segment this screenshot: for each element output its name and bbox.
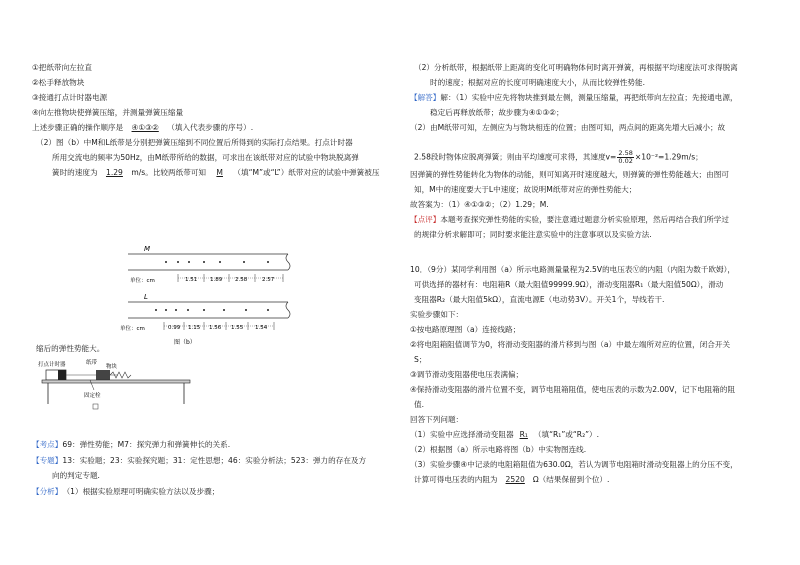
tape-l-value-5: 1.54: [255, 325, 268, 331]
step-q10-4b: 值.: [414, 400, 425, 409]
block-label: 物块: [106, 364, 118, 370]
tape-l-label: L: [144, 293, 148, 301]
step-q10-4a: ④保持滑动变阻器的滑片位置不变，调节电阻箱阻值，使电压表的示数为2.00V，记下电阻箱的阻: [410, 385, 736, 394]
step-2: ②松手释放物块: [32, 78, 85, 87]
q2-line-1: （2）图（b）中M和L纸带是分别把弹簧压缩到不同位置后所得到的实际打点结果。打点计时器: [36, 138, 353, 147]
fenxi-text: （1）根据实验原理可明确实验方法以及步骤；: [66, 487, 220, 496]
tape-l-unit: 单位：cm: [120, 326, 145, 332]
step-4: ④向左推物块使弹簧压缩，并测量弹簧压缩量: [32, 108, 184, 117]
fraction-denominator: 0.02: [618, 157, 633, 165]
answer-1-line: [410, 430, 599, 440]
q2-line-3-prefix: 簧时的速度为: [52, 168, 98, 177]
analysis-line-2: 时的速度；根据对应的长度可明确速度大小，从而比较弹性势能.: [430, 78, 646, 87]
q2-line-2: 所用交流电的频率为50Hz，由M纸带所给的数据，可求出在该纸带对应的试验中物块脱离弹: [52, 153, 359, 162]
dianping-line-1: [410, 215, 729, 225]
jieda-line-5: 因弹簧的弹性势能转化为物体的动能，则可知离开时速度越大，则弹簧的弹性势能越大；由图可: [410, 170, 729, 179]
order-answer: ④①③②: [131, 123, 159, 132]
q2-speed-answer: 1.29: [105, 168, 123, 177]
zhuanti-tag: 【专题】: [32, 456, 63, 465]
answer-3-prefix: 计算可得电压表的内阻为: [414, 475, 498, 484]
answer-3-suffix: Ω（结果保留到个位）.: [532, 475, 610, 484]
jieda-tag: 【解答】: [410, 93, 441, 102]
tape-l-value-4: 1.55: [231, 325, 244, 331]
kaodian-tag: 【考点】: [32, 440, 63, 449]
zhuanti-line: [32, 456, 366, 466]
answer-1-prefix: （1）实验中应选择滑动变阻器: [410, 430, 514, 439]
step-q10-3: ③调节滑动变阻器使电压表满偏；: [410, 370, 524, 379]
q10-line-2: 可供选择的器材有：电阻箱R（最大阻值99999.9Ω），滑动变阻器R₁（最大阻值50Ω），滑动: [414, 280, 724, 289]
answer-3-value: 2520: [505, 475, 525, 484]
figure-b-caption: 图（b）: [174, 339, 196, 346]
order-line: [32, 123, 253, 133]
zhuanti-text-2: 向的判定专题.: [52, 471, 100, 480]
fraction-numerator: 2.58: [618, 149, 633, 157]
jieda-line-4-prefix: 2.58段时物体应脱离弹簧；则由平均速度可求得，其速度v=: [414, 152, 617, 162]
tape-m-value-3: 2.58: [235, 277, 248, 283]
kaodian-text: 69：弹性势能；M7：探究弹力和弹簧伸长的关系.: [62, 440, 231, 449]
tape-m-label: M: [144, 245, 151, 253]
step-q10-2a: ②将电阻箱阻值调节为0，将滑动变阻器的滑片移到与图（a）中最左端所对应的位置，闭合开关: [410, 340, 731, 349]
analysis-line-1: （2）分析纸带，根据纸带上距离的变化可明确物体何时离开弹簧，再根据平均速度法可求得脱离: [414, 63, 738, 72]
tape-label: 纸带: [86, 360, 98, 366]
tape-m-value-4: 2.57: [262, 277, 275, 283]
q2-line-3: [52, 168, 379, 178]
answer-3-line-b: [414, 475, 609, 485]
q2-tape-answer: M: [216, 168, 223, 177]
dianping-text-1: 本题考查探究弹性势能的实验，要注意通过题意分析实验原理，然后再结合我们所学过: [440, 215, 729, 224]
answer-1-suffix: （填“R₁”或“R₂”）.: [533, 430, 600, 439]
q10-line-3: 变阻器R₂（最大阻值5kΩ），直流电源E（电动势3V）。开关1个，导线若干.: [414, 295, 665, 304]
answers-heading: 回答下列问题：: [410, 415, 464, 424]
jieda-text-1: 解：（1）实验中应先将物块推到最左侧，测量压缩量，再把纸带向左拉直；先接通电源，: [440, 93, 738, 102]
q2-line-3-mid: m/s。比较两纸带可知: [131, 168, 206, 177]
q10-line-1: 10．（9分）某同学利用图（a）所示电路测量量程为2.5V的电压表Ⓥ的内阻（内阻为数千欧姆），: [410, 265, 735, 274]
jieda-line-4-suffix: ×10⁻²=1.29m/s；: [634, 152, 703, 162]
figure-b-tapes: [120, 238, 298, 346]
tape-m-value-2: 1.89: [210, 277, 223, 283]
after-figure-text: 缩后的弹性势能大。: [36, 344, 105, 353]
tape-l-value-3: 1.56: [209, 325, 222, 331]
answer-2-line: （2）根据图（a）所示电路将图（b）中实物图连线.: [410, 445, 587, 454]
dianping-tag: 【点评】: [410, 215, 441, 224]
speed-fraction: [617, 150, 633, 165]
q2-line-3-suffix: （填“M”或“L”）纸带对应的试验中弹簧被压: [233, 168, 380, 177]
timer-label: 打点计时器: [38, 362, 66, 368]
jieda-line-6: 知，M中的速度要大于L中速度；故说明M纸带对应的弹性势能大；: [414, 185, 637, 194]
step-1: ①把纸带向左拉直: [32, 63, 92, 72]
step-q10-1: ①按电路原理图（a）连接线路；: [410, 325, 521, 334]
tape-l-value-2: 1.15: [188, 325, 201, 331]
jieda-line-2: 稳定后再释放纸带；故步骤为④①③②；: [430, 108, 564, 117]
step-3: ③接通打点计时器电源: [32, 93, 108, 102]
fenxi-tag: 【分析】: [32, 487, 63, 496]
order-prefix: 上述步骤正确的操作顺序是: [32, 123, 124, 132]
jieda-line-7: 故答案为：（1）④①③②；（2）1.29；M.: [410, 200, 549, 209]
figure-a-apparatus: [38, 356, 208, 416]
kaodian-line: [32, 440, 230, 450]
tape-l: [120, 293, 290, 332]
tape-l-value-1: 0.99: [168, 325, 181, 331]
jieda-line-4: [414, 150, 703, 165]
order-suffix: （填入代表步骤的序号）.: [167, 123, 254, 132]
tape-m-unit: 单位：cm: [130, 278, 155, 284]
zhuanti-text-1: 13：实验题；23：实验探究题；31：定性思想；46：实验分析法；523：弹力的存在及方: [62, 456, 367, 465]
tape-m: [128, 245, 290, 284]
fenxi-line: [32, 487, 219, 497]
step-q10-2b: S；: [414, 355, 427, 364]
jieda-line-1: [410, 93, 738, 103]
dianping-line-2: 的规律分析求解即可；同时要求能注意实验中的注意事项以及实验方法.: [414, 230, 652, 239]
block-shape: [96, 370, 110, 380]
answer-1-value: R₁: [519, 430, 528, 439]
jieda-line-3: （2）由M纸带可知，左侧应为与物块相连的位置；由图可知，两点间的距离先增大后减小；故: [410, 123, 726, 132]
steps-heading: 实验步骤如下：: [410, 310, 464, 319]
stop-label: 固定栓: [84, 393, 101, 399]
tape-m-value-1: 1.51: [185, 277, 198, 283]
answer-3-line-a: （3）实验步骤④中记录的电阻箱阻值为630.0Ω，若认为调节电阻箱时滑动变阻器上的分压不变，: [410, 460, 738, 469]
